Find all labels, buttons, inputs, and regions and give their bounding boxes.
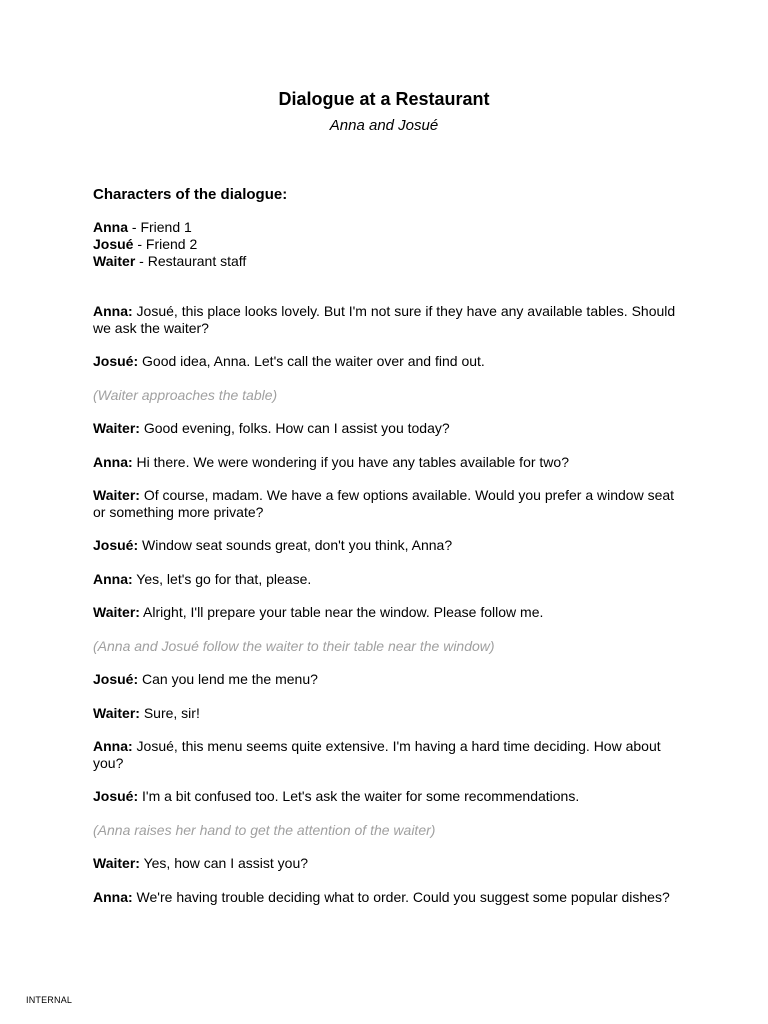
stage-direction: (Waiter approaches the table)	[93, 386, 278, 403]
speaker-label: Anna:	[93, 303, 133, 319]
line-text: Window seat sounds great, don't you think, Anna?	[138, 537, 453, 553]
dialogue-line	[93, 303, 683, 336]
character-item	[93, 219, 683, 236]
document-title: Dialogue at a Restaurant	[278, 89, 490, 109]
character-list	[93, 219, 683, 270]
character-name: Waiter	[93, 253, 136, 269]
classification-label: INTERNAL	[26, 995, 73, 1005]
dialogue-line	[93, 855, 683, 872]
dialogue-line	[93, 571, 683, 588]
character-role: - Friend 1	[128, 219, 192, 235]
character-name: Josué	[93, 236, 134, 252]
characters-heading: Characters of the dialogue:	[93, 186, 288, 203]
line-text: I'm a bit confused too. Let's ask the waiter for some recommendations.	[138, 788, 580, 804]
character-role: - Restaurant staff	[135, 253, 247, 269]
line-text: Yes, how can I assist you?	[139, 855, 309, 871]
line-text: Alright, I'll prepare your table near the window. Please follow me.	[139, 604, 544, 620]
speaker-label: Waiter:	[93, 420, 140, 436]
line-text: Yes, let's go for that, please.	[132, 570, 312, 587]
speaker-label: Josué:	[93, 671, 139, 687]
dialogue-line	[93, 705, 683, 722]
line-text: Good idea, Anna. Let's call the waiter over and find out.	[138, 353, 485, 369]
speaker-label: Josué:	[93, 353, 139, 369]
speaker-label: Waiter:	[93, 855, 140, 871]
dialogue-line	[93, 889, 683, 906]
speaker-label: Anna:	[93, 453, 133, 470]
dialogue-line	[93, 738, 683, 771]
dialogue-line	[93, 454, 683, 471]
dialogue-line	[93, 487, 683, 520]
line-text: Of course, madam. We have a few options available. Would you prefer a window seat or something more private?	[93, 487, 675, 520]
speaker-label: Waiter:	[93, 704, 140, 721]
dialogue-line	[93, 671, 683, 688]
dialogue-line	[93, 537, 683, 554]
line-text: Josué, this menu seems quite extensive. I'm having a hard time deciding. How about you?	[93, 738, 661, 771]
line-text: Hi there. We were wondering if you have any tables available for two?	[132, 453, 569, 470]
dialogue	[93, 303, 683, 905]
character-item	[93, 253, 683, 270]
speaker-label: Josué:	[93, 788, 139, 804]
dialogue-line	[93, 420, 683, 437]
dialogue-line	[93, 353, 683, 370]
character-name: Anna	[93, 219, 128, 235]
stage-direction: (Anna and Josué follow the waiter to their table near the window)	[93, 637, 495, 654]
line-text: Josué, this place looks lovely. But I'm not sure if they have any available tables. Should we ask the waiter?	[93, 303, 676, 336]
dialogue-line	[93, 788, 683, 805]
line-text: Good evening, folks. How can I assist you today?	[139, 420, 450, 436]
character-item	[93, 236, 683, 253]
speaker-label: Anna:	[93, 738, 133, 754]
document-subtitle: Anna and Josué	[329, 117, 439, 134]
speaker-label: Anna:	[93, 888, 133, 905]
speaker-label: Waiter:	[93, 487, 140, 503]
line-text: Sure, sir!	[139, 704, 200, 721]
character-role: - Friend 2	[133, 236, 198, 252]
dialogue-line	[93, 604, 683, 621]
line-text: Can you lend me the menu?	[138, 671, 318, 687]
stage-direction: (Anna raises her hand to get the attention of the waiter)	[93, 821, 436, 838]
document-body	[93, 185, 683, 922]
speaker-label: Anna:	[93, 570, 133, 587]
line-text: We're having trouble deciding what to order. Could you suggest some popular dishes?	[132, 888, 670, 905]
speaker-label: Josué:	[93, 537, 139, 553]
speaker-label: Waiter:	[93, 604, 140, 620]
